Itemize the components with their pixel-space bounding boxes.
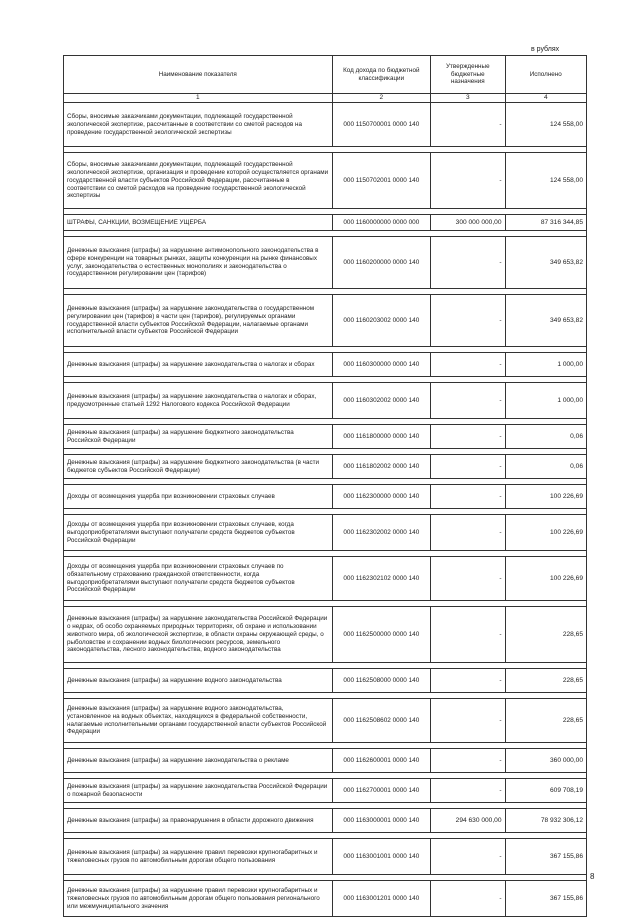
cell-approved: 300 000 000,00 [431, 215, 505, 231]
header-budget-code: Код дохода по бюджетной классификации [332, 56, 431, 94]
cell-indicator-name: Денежные взыскания (штрафы) за нарушение водного законодательства [64, 669, 333, 693]
cell-executed: 78 932 306,12 [505, 809, 586, 833]
cell-executed: 124 558,00 [505, 153, 586, 209]
table-row [64, 557, 587, 601]
cell-approved: - [431, 881, 505, 917]
cell-indicator-name: Денежные взыскания (штрафы) за нарушение правил перевозки крупногабаритных и тяжеловесных грузов по автомобильным дорогам общего пользования регионального или межмуниципального значения [64, 881, 333, 917]
cell-approved: - [431, 839, 505, 875]
cell-indicator-name: Денежные взыскания (штрафы) за нарушение законодательства о налогах и сборах [64, 353, 333, 377]
cell-budget-code: 000 1150702001 0000 140 [332, 153, 431, 209]
cell-indicator-name: Денежные взыскания (штрафы) за нарушение законодательства Российской Федерации о недрах, об особо охраняемых природных территориях, об охране и использовании животного мира, об экологической экспертизе, в области охраны окружающей среды, о рыболовстве и сохранении водных биологических ресурсов, земельного законодательства, лесного законодательства, водного законодательства [64, 607, 333, 663]
cell-budget-code: 000 1163001001 0000 140 [332, 839, 431, 875]
cell-approved: - [431, 153, 505, 209]
cell-executed: 0,06 [505, 455, 586, 479]
cell-indicator-name: Денежные взыскания (штрафы) за нарушение бюджетного законодательства Российской Федерации [64, 425, 333, 449]
cell-approved: - [431, 669, 505, 693]
cell-executed: 100 226,69 [505, 515, 586, 551]
cell-indicator-name: Денежные взыскания (штрафы) за нарушение антимонопольного законодательства в сфере конкуренции на товарных рынках, защиты конкуренции на рынке финансовых услуг, законодательства о естественных монополиях и законодательства о государственном регулировании цен (тарифов) [64, 237, 333, 289]
table-row [64, 485, 587, 509]
header-num-3: 3 [431, 94, 505, 103]
cell-indicator-name: Денежные взыскания (штрафы) за нарушение законодательства о рекламе [64, 749, 333, 773]
cell-approved: - [431, 425, 505, 449]
table-row [64, 237, 587, 289]
cell-indicator-name: Доходы от возмещения ущерба при возникновении страховых случаев по обязательному страхованию гражданской ответственности, когда выгодоприобретателями выступают получатели средств бюджетов субъектов Российской Федерации [64, 557, 333, 601]
table-row [64, 607, 587, 663]
table-row [64, 699, 587, 743]
header-approved: Утвержденные бюджетные назначения [431, 56, 505, 94]
cell-indicator-name: ШТРАФЫ, САНКЦИИ, ВОЗМЕЩЕНИЕ УЩЕРБА [64, 215, 333, 231]
cell-indicator-name: Сборы, вносимые заказчиками документации, подлежащей государственной экологической экспертизе, организация и проведение которой осуществляется органами государственной власти субъектов Российской Федерации, рассчитанные в соответствии со сметой расходов на проведение государственной экологической экспертизы [64, 153, 333, 209]
table-row [64, 515, 587, 551]
cell-approved: - [431, 607, 505, 663]
cell-budget-code: 000 1161800000 0000 140 [332, 425, 431, 449]
table-body [64, 103, 587, 917]
revenue-table [63, 55, 587, 917]
table-row [64, 881, 587, 917]
cell-approved: - [431, 455, 505, 479]
cell-approved: - [431, 699, 505, 743]
cell-budget-code: 000 1162508000 0000 140 [332, 669, 431, 693]
cell-executed: 87 316 344,85 [505, 215, 586, 231]
cell-approved: 294 630 000,00 [431, 809, 505, 833]
cell-executed: 1 000,00 [505, 353, 586, 377]
cell-indicator-name: Сборы, вносимые заказчиками документации, подлежащей государственной экологической экспертизе, рассчитанные в соответствии со сметой расходов на проведение государственной экологической экспертизы [64, 103, 333, 147]
cell-budget-code: 000 1163001201 0000 140 [332, 881, 431, 917]
cell-indicator-name: Денежные взыскания (штрафы) за нарушение законодательства о налогах и сборах, предусмотренные статьей 1292 Налогового кодекса Российской Федерации [64, 383, 333, 419]
cell-budget-code: 000 1160300000 0000 140 [332, 353, 431, 377]
table-row [64, 153, 587, 209]
cell-budget-code: 000 1161802002 0000 140 [332, 455, 431, 479]
cell-budget-code: 000 1162300000 0000 140 [332, 485, 431, 509]
cell-budget-code: 000 1162508602 0000 140 [332, 699, 431, 743]
cell-executed: 0,06 [505, 425, 586, 449]
table-row [64, 295, 587, 347]
table-row [64, 809, 587, 833]
cell-executed: 360 000,00 [505, 749, 586, 773]
table-row [64, 839, 587, 875]
cell-executed: 367 155,86 [505, 881, 586, 917]
cell-budget-code: 000 1160200000 0000 140 [332, 237, 431, 289]
cell-executed: 609 708,19 [505, 779, 586, 803]
cell-executed: 100 226,69 [505, 557, 586, 601]
cell-indicator-name: Денежные взыскания (штрафы) за нарушение законодательства о государственном регулировании цен (тарифов) в части цен (тарифов), регулируемых органами государственной власти субъектов Российской Федерации, налагаемые органами исполнительной власти субъектов Российской Федерации [64, 295, 333, 347]
cell-executed: 228,65 [505, 669, 586, 693]
table-row [64, 455, 587, 479]
cell-budget-code: 000 1160302002 0000 140 [332, 383, 431, 419]
table-row [64, 215, 587, 231]
cell-executed: 228,65 [505, 699, 586, 743]
cell-executed: 124 558,00 [505, 103, 586, 147]
cell-indicator-name: Денежные взыскания (штрафы) за нарушение водного законодательства, установленное на водных объектах, находящихся в федеральной собственности, налагаемые исполнительными органами государственной власти субъектов Российской Федерации [64, 699, 333, 743]
cell-indicator-name: Денежные взыскания (штрафы) за нарушение правил перевозки крупногабаритных и тяжеловесных грузов по автомобильным дорогам общего пользования [64, 839, 333, 875]
cell-indicator-name: Денежные взыскания (штрафы) за нарушение бюджетного законодательства (в части бюджетов субъектов Российской Федерации) [64, 455, 333, 479]
cell-approved: - [431, 353, 505, 377]
cell-approved: - [431, 485, 505, 509]
header-executed: Исполнено [505, 56, 586, 94]
cell-executed: 1 000,00 [505, 383, 586, 419]
table-row [64, 669, 587, 693]
cell-approved: - [431, 383, 505, 419]
header-num-4: 4 [505, 94, 586, 103]
table-row [64, 779, 587, 803]
cell-executed: 100 226,69 [505, 485, 586, 509]
cell-executed: 349 653,82 [505, 237, 586, 289]
cell-approved: - [431, 515, 505, 551]
cell-approved: - [431, 557, 505, 601]
units-label: в рублях [531, 46, 560, 53]
cell-budget-code: 000 1162302002 0000 140 [332, 515, 431, 551]
cell-executed: 367 155,86 [505, 839, 586, 875]
cell-executed: 228,65 [505, 607, 586, 663]
table-row [64, 425, 587, 449]
cell-indicator-name: Доходы от возмещения ущерба при возникновении страховых случаев [64, 485, 333, 509]
cell-budget-code: 000 1162700001 0000 140 [332, 779, 431, 803]
header-num-2: 2 [332, 94, 431, 103]
cell-budget-code: 000 1150700001 0000 140 [332, 103, 431, 147]
cell-approved: - [431, 103, 505, 147]
cell-indicator-name: Доходы от возмещения ущерба при возникновении страховых случаев, когда выгодоприобретателями выступают получатели средств бюджетов субъектов Российской Федерации [64, 515, 333, 551]
cell-approved: - [431, 749, 505, 773]
cell-approved: - [431, 295, 505, 347]
cell-indicator-name: Денежные взыскания (штрафы) за нарушение законодательства Российской Федерации о пожарной безопасности [64, 779, 333, 803]
table-row [64, 103, 587, 147]
page-number: 8 [590, 872, 595, 881]
cell-approved: - [431, 237, 505, 289]
cell-approved: - [431, 779, 505, 803]
cell-budget-code: 000 1162302102 0000 140 [332, 557, 431, 601]
cell-budget-code: 000 1163000001 0000 140 [332, 809, 431, 833]
table-row [64, 383, 587, 419]
header-indicator-name: Наименование показателя [64, 56, 333, 94]
cell-budget-code: 000 1162600001 0000 140 [332, 749, 431, 773]
table-row [64, 353, 587, 377]
cell-budget-code: 000 1162500000 0000 140 [332, 607, 431, 663]
table-row [64, 749, 587, 773]
cell-indicator-name: Денежные взыскания (штрафы) за правонарушения в области дорожного движения [64, 809, 333, 833]
cell-executed: 349 653,82 [505, 295, 586, 347]
cell-budget-code: 000 1160203002 0000 140 [332, 295, 431, 347]
cell-budget-code: 000 1160000000 0000 000 [332, 215, 431, 231]
header-num-1: 1 [64, 94, 333, 103]
